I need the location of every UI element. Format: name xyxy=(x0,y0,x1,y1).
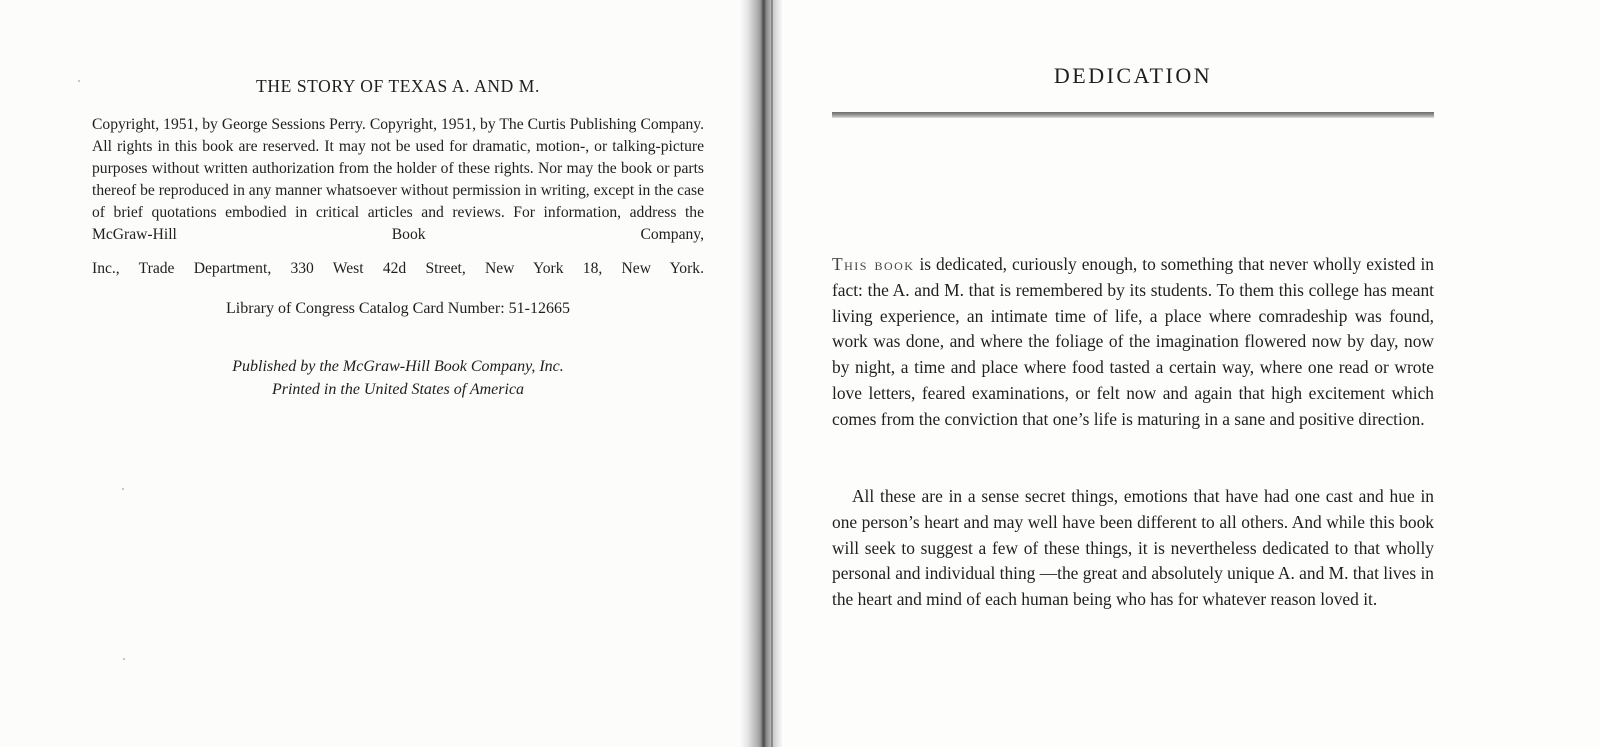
catalog-card-number: Library of Congress Catalog Card Number: 51-12665 xyxy=(226,300,570,317)
book-spine-fold xyxy=(771,0,773,747)
publisher-imprint xyxy=(92,355,704,401)
copyright-notice: Copyright, 1951, by George Sessions Perry. Copyright, 1951, by The Curtis Publishing Company. All rights in this book are reserved. It may not be used for dramatic, motion-, or talking-picture purposes without written authorization from the holder of these rights. Nor may the book or parts thereof be reproduced in any manner whatsoever without permission in writing, except in the case of brief quotations embodied in critical articles and reviews. For information, address the McGraw-Hill Book Company, xyxy=(92,116,704,243)
paragraph-1-text: is dedicated, curiously enough, to something that never wholly existed in fact: the A. and M. that is remembered by its students. To them this college has meant living experience, an intimate time of life, a place where comradeship was found, work was done, and where the foliage of the imagination flowered now by day, now by night, a time and place where food tasted a certain way, where one read or wrote love letters, feared examinations, or felt now and again that high excitement which comes from the conviction that one’s life is maturing in a sane and positive direction. xyxy=(832,254,1434,429)
paper-speck xyxy=(123,658,125,660)
publisher-line: Published by the McGraw-Hill Book Company, Inc. xyxy=(232,358,564,375)
paragraph-opening-smallcaps: This book xyxy=(832,254,915,274)
paper-speck xyxy=(122,488,124,490)
dedication-paragraph-2: All these are in a sense secret things, emotions that have had one cast and hue in one person’s heart and may well have been different to all others. And while this book will seek to suggest a few of these things, it is nevertheless dedicated to that wholly personal and individual thing —the great and absolutely unique A. and M. that lives in the heart and mind of each human being who has for whatever reason loved it. xyxy=(832,486,1434,610)
dedication-heading: DEDICATION xyxy=(1053,63,1213,88)
dedication-paragraph-1 xyxy=(832,252,1434,433)
paper-speck xyxy=(78,80,80,82)
heading-rule xyxy=(832,112,1434,118)
printed-in-line: Printed in the United States of America xyxy=(271,381,525,398)
copyright-address-line: Inc., Trade Department, 330 West 42d Street, New York 18, New York. xyxy=(92,260,704,277)
book-title: THE STORY OF TEXAS A. AND M. xyxy=(256,76,540,96)
book-gutter-shadow xyxy=(740,0,784,747)
copyright-page xyxy=(0,0,755,747)
